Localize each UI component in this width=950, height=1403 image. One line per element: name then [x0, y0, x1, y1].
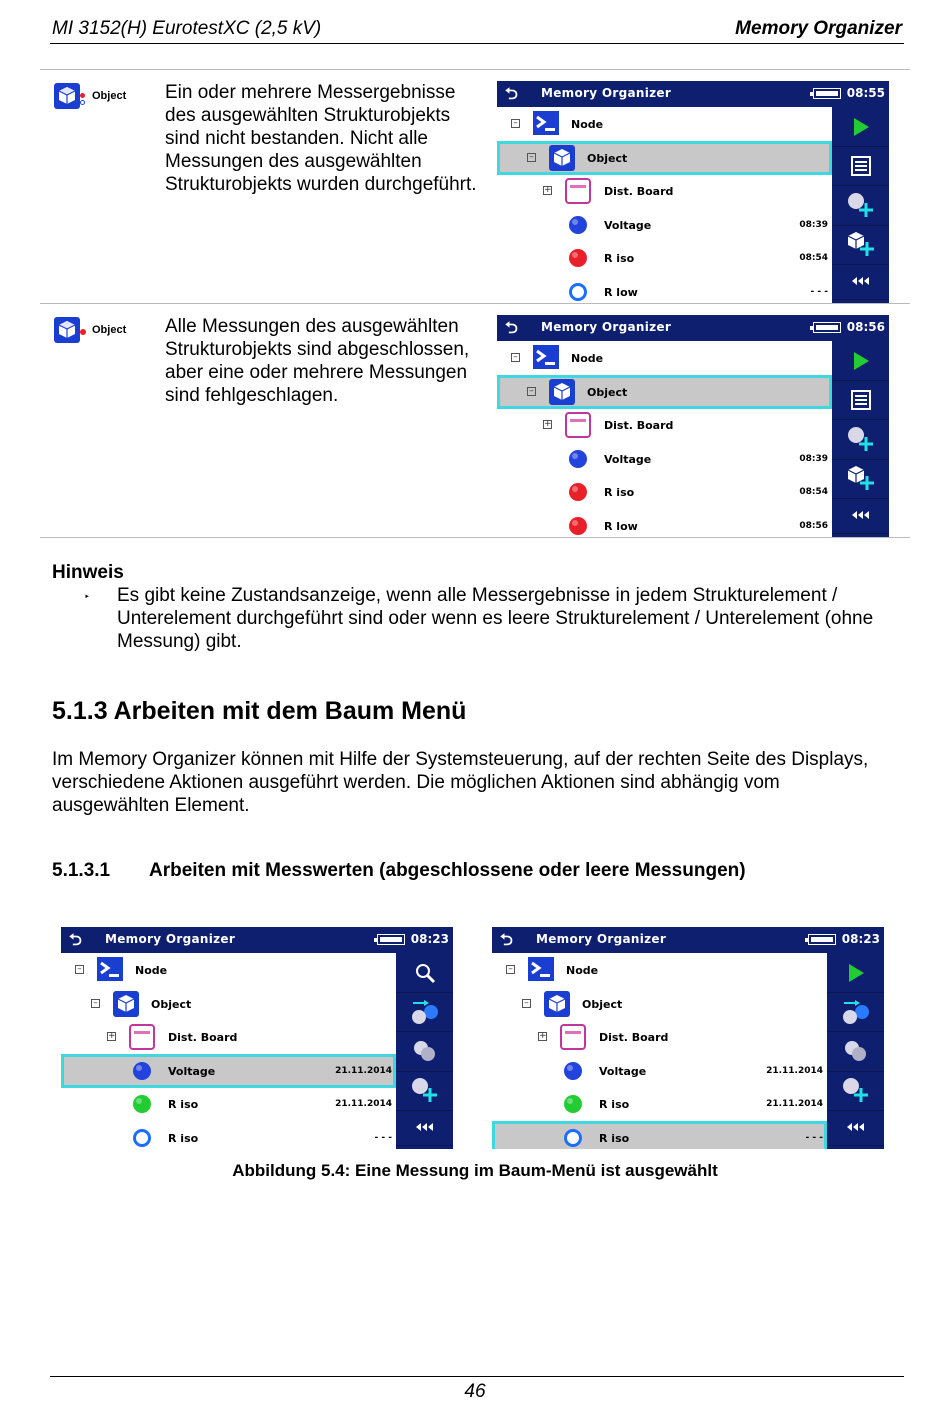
- sidebar-play-button[interactable]: [832, 341, 889, 381]
- sidebar-copy-button[interactable]: [827, 1031, 884, 1071]
- object-icon-label: Object: [92, 90, 127, 102]
- tree-item-value: 08:56: [799, 521, 828, 531]
- tree-item-label: Object: [587, 151, 628, 165]
- tree-item-icon: [97, 957, 123, 985]
- row-description: Alle Messungen des ausgewählten Strukturobjekts sind abgeschlossen, aber eine oder mehrere Messungen sind fehlgeschlagen.: [165, 316, 470, 406]
- sidebar-add-meas-button[interactable]: [827, 1071, 884, 1111]
- sidebar-list-button[interactable]: [832, 146, 889, 186]
- tree-item-label: R low: [604, 286, 638, 299]
- measurement-blue-icon: [568, 449, 588, 469]
- object-failed-icon: [54, 317, 80, 343]
- tree-item-label: Dist. Board: [604, 419, 674, 433]
- note-bullet: ‣: [84, 592, 90, 603]
- expand-icon[interactable]: +: [544, 419, 552, 430]
- tree-item-label: R iso: [604, 252, 635, 266]
- sidebar-search-button[interactable]: [396, 953, 453, 993]
- device-screen: [497, 81, 889, 303]
- screen-title: Memory Organizer: [536, 932, 667, 946]
- tree-item[interactable]: [61, 953, 396, 987]
- tree-item-value: - - -: [805, 1133, 823, 1143]
- back-icon[interactable]: ⮌: [69, 930, 82, 949]
- tree-item[interactable]: [492, 1121, 827, 1149]
- tree-item-icon: [568, 516, 588, 537]
- note-text: Es gibt keine Zustandsanzeige, wenn alle Messergebnisse in jedem Strukturelement / Unterelement durchgeführt sind oder wenn es leere Strukturelement / Unterelement (ohne Messung) gibt.: [117, 585, 874, 652]
- clock: 08:23: [410, 932, 449, 946]
- object-failed-icon: [54, 83, 80, 109]
- measurement-blue-icon: [563, 1061, 583, 1081]
- tree-item[interactable]: [61, 987, 396, 1021]
- header-manual-title: MI 3152(H) EurotestXC (2,5 kV): [52, 18, 322, 39]
- sidebar-add-meas-button[interactable]: [832, 185, 889, 225]
- tree-item[interactable]: [492, 1054, 827, 1088]
- sidebar-add-obj-button[interactable]: [832, 225, 889, 265]
- tree-item-icon: [533, 111, 559, 139]
- tree-item[interactable]: [497, 107, 832, 141]
- tree-item-icon: [568, 215, 588, 239]
- object-icon: [544, 991, 570, 1017]
- sidebar-move-button[interactable]: [827, 992, 884, 1032]
- collapse-icon[interactable]: –: [75, 965, 84, 974]
- tree-item-icon: [568, 482, 588, 506]
- battery-icon: [808, 934, 836, 945]
- battery-icon: [813, 88, 841, 99]
- tree-item-label: Voltage: [599, 1064, 647, 1078]
- tree-item-label: Voltage: [604, 218, 652, 232]
- distribution-board-icon: [560, 1024, 586, 1050]
- sidebar-add-obj-button[interactable]: [832, 459, 889, 499]
- tree-item-label: R low: [604, 520, 638, 533]
- object-icon: [113, 991, 139, 1017]
- measurement-blue-icon: [132, 1061, 152, 1081]
- collapse-icon[interactable]: –: [91, 999, 100, 1008]
- measurement-red-icon: [568, 248, 588, 268]
- tree-item-value: 21.11.2014: [766, 1065, 823, 1076]
- collapse-icon[interactable]: –: [522, 999, 531, 1008]
- tree-item-icon: [132, 1094, 152, 1118]
- add-object-icon: [846, 230, 876, 258]
- note-title: Hinweis: [52, 562, 124, 583]
- measurement-empty-icon: [568, 282, 588, 302]
- sidebar-move-button[interactable]: [396, 992, 453, 1032]
- sidebar-play-button[interactable]: [832, 107, 889, 147]
- tree-item-label: Object: [151, 997, 192, 1011]
- tree-item-icon: [113, 991, 139, 1021]
- tree-item-icon: [132, 1128, 152, 1149]
- tree-item-value: 08:54: [799, 487, 828, 498]
- node-icon: [533, 111, 559, 135]
- tree-item-value: - - -: [374, 1133, 392, 1143]
- copy-icon: [841, 1037, 871, 1065]
- section-heading: 5.1.3 Arbeiten mit dem Baum Menü: [52, 697, 467, 725]
- tree-item-label: Dist. Board: [604, 185, 674, 199]
- page-number: 46: [464, 1381, 486, 1402]
- footer-rule: [50, 1376, 904, 1377]
- tree-item-icon: [544, 991, 570, 1021]
- battery-icon: [377, 934, 405, 945]
- add-measurement-icon: [846, 425, 876, 453]
- more-icon: [850, 510, 872, 520]
- list-icon: [850, 389, 872, 411]
- sidebar-add-meas-button[interactable]: [396, 1071, 453, 1111]
- action-sidebar: [827, 953, 884, 1149]
- move-icon: [410, 998, 440, 1026]
- tree-item-icon: [563, 1128, 583, 1149]
- screen-title: Memory Organizer: [105, 932, 236, 946]
- measurement-blue-icon: [568, 215, 588, 235]
- tree-item[interactable]: [61, 1054, 396, 1088]
- expand-icon[interactable]: +: [539, 1031, 547, 1042]
- tree-item[interactable]: [497, 241, 832, 275]
- node-icon: [533, 345, 559, 369]
- search-icon: [414, 962, 436, 984]
- tree-item[interactable]: [497, 475, 832, 509]
- title-bar: [61, 927, 453, 953]
- action-sidebar: [396, 953, 453, 1149]
- table-rule: [40, 303, 910, 304]
- tree-item[interactable]: [497, 141, 832, 175]
- tree-item-label: Node: [571, 352, 604, 365]
- tree-item-icon: [563, 1094, 583, 1118]
- screen-title: Memory Organizer: [541, 320, 672, 334]
- title-bar: [497, 81, 889, 107]
- tree-item-icon: [568, 248, 588, 272]
- sidebar-more-button[interactable]: [832, 498, 889, 534]
- node-icon: [528, 957, 554, 981]
- tree-item-label: Object: [587, 385, 628, 399]
- tree-item-label: Voltage: [604, 452, 652, 466]
- tree-item[interactable]: [497, 408, 832, 442]
- tree-item[interactable]: [61, 1087, 396, 1121]
- collapse-icon[interactable]: –: [527, 387, 536, 396]
- section-paragraph: Im Memory Organizer können mit Hilfe der Systemsteuerung, auf der rechten Seite des Displays, verschiedene Aktionen ausgeführt werden. Die möglichen Aktionen sind abhängig vom ausgewählten Element.: [52, 749, 869, 816]
- sidebar-list-button[interactable]: [832, 380, 889, 420]
- tree-item-icon: [565, 412, 591, 442]
- tree-item-icon: [129, 1024, 155, 1054]
- list-icon: [850, 155, 872, 177]
- expand-icon[interactable]: +: [544, 185, 552, 196]
- sidebar-more-button[interactable]: [832, 264, 889, 300]
- tree-item-label: Node: [135, 964, 168, 977]
- tree-item-icon: [560, 1024, 586, 1054]
- tree-item-value: 21.11.2014: [335, 1065, 392, 1076]
- battery-icon: [813, 322, 841, 333]
- expand-icon[interactable]: +: [108, 1031, 116, 1042]
- back-icon[interactable]: ⮌: [500, 930, 513, 949]
- measurement-green-icon: [563, 1094, 583, 1114]
- tree-item-label: Voltage: [168, 1064, 216, 1078]
- tree-item-value: 08:39: [799, 219, 828, 230]
- tree-item-label: R iso: [599, 1132, 630, 1145]
- back-icon[interactable]: ⮌: [505, 318, 518, 337]
- distribution-board-icon: [565, 412, 591, 438]
- tree-item-value: 21.11.2014: [766, 1099, 823, 1110]
- clock: 08:56: [846, 320, 885, 334]
- header-rule: [50, 43, 904, 44]
- tree-item-label: Node: [571, 118, 604, 131]
- device-screen: [497, 315, 889, 537]
- distribution-board-icon: [565, 178, 591, 204]
- tree-item-icon: [132, 1061, 152, 1085]
- more-icon: [850, 276, 872, 286]
- clock: 08:55: [846, 86, 885, 100]
- clock: 08:23: [841, 932, 880, 946]
- tree-item-value: - - -: [810, 287, 828, 297]
- tree-item-icon: [549, 145, 575, 175]
- tree-item[interactable]: [61, 1121, 396, 1149]
- tree-item[interactable]: [492, 987, 827, 1021]
- subsection-number: 5.1.3.1: [52, 860, 111, 881]
- object-status-icon: [54, 317, 80, 348]
- object-status-icon: [54, 83, 80, 114]
- copy-icon: [410, 1037, 440, 1065]
- collapse-icon[interactable]: –: [511, 353, 520, 362]
- tree-item[interactable]: [497, 341, 832, 375]
- action-sidebar: [832, 107, 889, 303]
- tree-item-value: 21.11.2014: [335, 1099, 392, 1110]
- tree-item-label: Dist. Board: [168, 1031, 238, 1045]
- device-screen: [492, 927, 884, 1149]
- tree-item-label: R iso: [168, 1098, 199, 1112]
- table-rule: [40, 69, 910, 70]
- action-sidebar: [832, 341, 889, 537]
- tree-item[interactable]: [492, 1087, 827, 1121]
- sidebar-more-button[interactable]: [827, 1110, 884, 1146]
- tree-item-icon: [563, 1061, 583, 1085]
- collapse-icon[interactable]: –: [506, 965, 515, 974]
- tree-item[interactable]: [492, 953, 827, 987]
- title-bar: [492, 927, 884, 953]
- measurement-green-icon: [132, 1094, 152, 1114]
- sidebar-copy-button[interactable]: [396, 1031, 453, 1071]
- table-rule: [40, 537, 910, 538]
- header-chapter-title: Memory Organizer: [735, 18, 902, 39]
- measurement-red-icon: [568, 516, 588, 536]
- distribution-board-icon: [129, 1024, 155, 1050]
- tree-item-label: Node: [566, 964, 599, 977]
- tree-item[interactable]: [492, 1020, 827, 1054]
- measurement-red-icon: [568, 482, 588, 502]
- tree-item-label: R iso: [604, 486, 635, 500]
- collapse-icon[interactable]: –: [527, 153, 536, 162]
- sidebar-more-button[interactable]: [396, 1110, 453, 1146]
- object-icon-label: Object: [92, 324, 127, 336]
- tree-item-icon: [568, 449, 588, 473]
- row-description: Ein oder mehrere Messergebnisse des ausgewählten Strukturobjekts sind nicht bestanden. Nicht alle Messungen des ausgewählten Strukturobjekts wurden durchgeführt.: [165, 82, 477, 195]
- tree-item-icon: [533, 345, 559, 373]
- tree-item-value: 08:54: [799, 253, 828, 264]
- measurement-empty-icon: [132, 1128, 152, 1148]
- device-screen: [61, 927, 453, 1149]
- more-icon: [845, 1122, 867, 1132]
- measurement-empty-icon: [563, 1128, 583, 1148]
- tree-item-icon: [565, 178, 591, 208]
- more-icon: [414, 1122, 436, 1132]
- tree-item[interactable]: [61, 1020, 396, 1054]
- tree-item-icon: [568, 282, 588, 303]
- tree-item-icon: [549, 379, 575, 409]
- collapse-icon[interactable]: –: [511, 119, 520, 128]
- tree-item[interactable]: [497, 275, 832, 303]
- object-icon: [549, 379, 575, 405]
- play-icon: [850, 350, 872, 372]
- add-measurement-icon: [841, 1076, 871, 1104]
- sidebar-add-meas-button[interactable]: [832, 419, 889, 459]
- title-bar: [497, 315, 889, 341]
- play-icon: [850, 116, 872, 138]
- figure-caption: Abbildung 5.4: Eine Messung im Baum-Menü ist ausgewählt: [232, 1161, 718, 1180]
- move-icon: [841, 998, 871, 1026]
- tree-item-label: Object: [582, 997, 623, 1011]
- tree-item[interactable]: [497, 375, 832, 409]
- tree-item[interactable]: [497, 208, 832, 242]
- subsection-heading: Arbeiten mit Messwerten (abgeschlossene oder leere Messungen): [149, 860, 746, 881]
- back-icon[interactable]: ⮌: [505, 84, 518, 103]
- object-icon: [549, 145, 575, 171]
- tree-item-label: R iso: [168, 1132, 199, 1145]
- tree-item[interactable]: [497, 174, 832, 208]
- sidebar-play-button[interactable]: [827, 953, 884, 993]
- tree-item-label: Dist. Board: [599, 1031, 669, 1045]
- screen-title: Memory Organizer: [541, 86, 672, 100]
- add-measurement-icon: [846, 191, 876, 219]
- node-icon: [97, 957, 123, 981]
- tree-item-icon: [528, 957, 554, 985]
- tree-item-label: R iso: [599, 1098, 630, 1112]
- tree-item[interactable]: [497, 442, 832, 476]
- play-icon: [845, 962, 867, 984]
- tree-item-value: 08:39: [799, 453, 828, 464]
- add-measurement-icon: [410, 1076, 440, 1104]
- tree-item[interactable]: [497, 509, 832, 537]
- add-object-icon: [846, 464, 876, 492]
